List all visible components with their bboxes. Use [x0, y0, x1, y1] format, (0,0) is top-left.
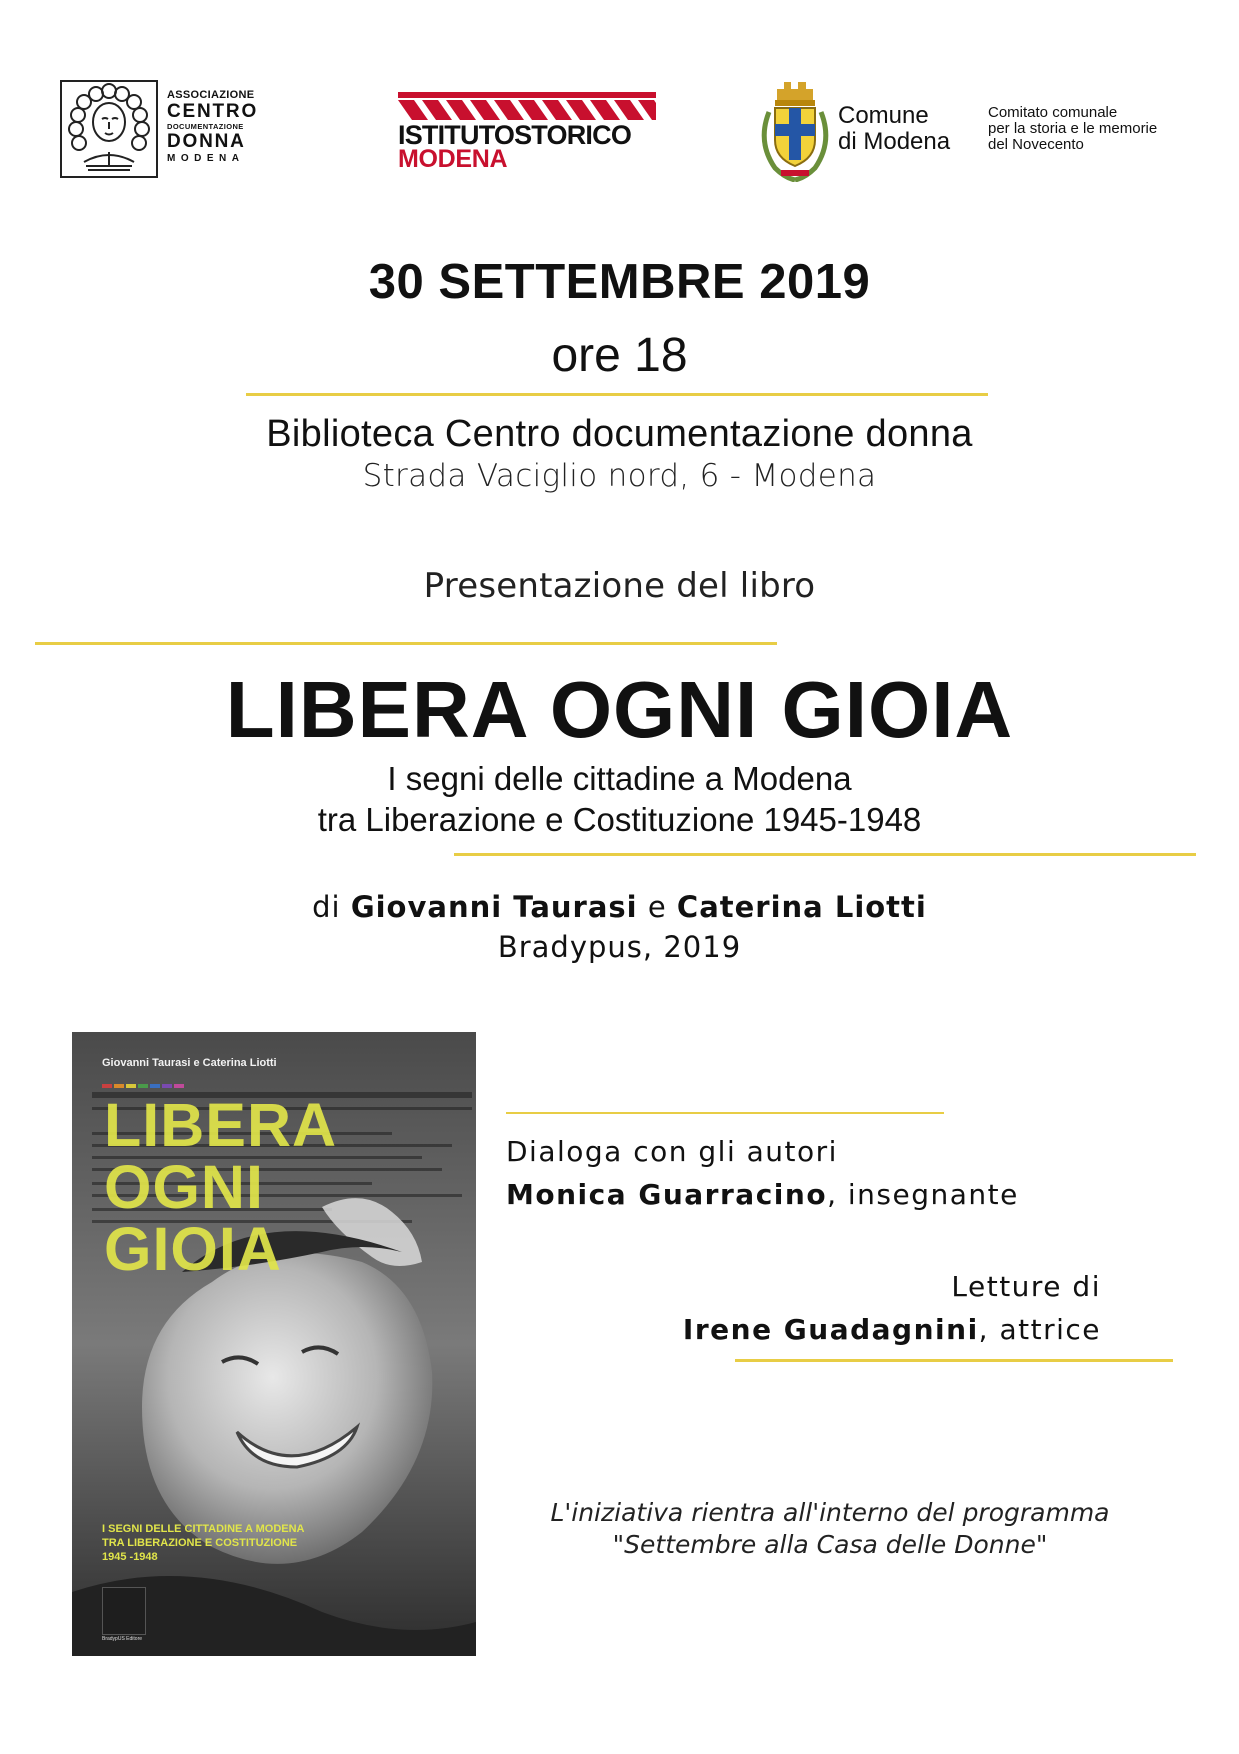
event-date: 30 SETTEMBRE 2019	[368, 255, 871, 309]
comitato-line1: Comitato comunale	[988, 104, 1118, 121]
program-note-line1: L'iniziativa rientra all'interno del programma	[550, 1498, 1110, 1527]
moderator	[506, 1178, 1019, 1211]
cover-authors: Giovanni Taurasi e Caterina Liotti	[102, 1057, 277, 1069]
reader-role: , attrice	[978, 1313, 1101, 1346]
red-stripes-icon	[398, 92, 656, 120]
divider-under-reader	[735, 1359, 1173, 1362]
cover-sub-line1: I SEGNI DELLE CITTADINE A MODENA	[102, 1523, 305, 1535]
letture-label: Letture di	[951, 1270, 1101, 1303]
divider-above-title	[35, 642, 777, 645]
reader-name: Irene Guadagnini	[682, 1313, 979, 1346]
logo-cdd-line2: CENTRO	[167, 101, 259, 122]
divider-under-time	[246, 393, 988, 396]
book-subtitle-line2: tra Liberazione e Costituzione 1945-1948	[317, 801, 922, 838]
logo-istituto-line1: ISTITUTOSTORICO	[398, 120, 632, 150]
woman-reading-emblem-icon	[60, 80, 158, 178]
authors-by: di	[312, 890, 341, 924]
author-2: Caterina Liotti	[676, 890, 927, 924]
cover-sub-line3: 1945 -1948	[102, 1551, 158, 1563]
cover-sub-line2: TRA LIBERAZIONE E COSTITUZIONE	[102, 1537, 298, 1549]
comune-name-line2: di Modena	[838, 128, 951, 155]
program-note-line2: "Settembre alla Casa delle Donne"	[612, 1530, 1048, 1559]
cover-color-dots	[102, 1075, 186, 1079]
logo-cdd-line3: DOCUMENTAZIONE	[167, 122, 244, 131]
cover-publisher-label: BradypUS Editore	[102, 1636, 143, 1642]
dialoga-label: Dialoga con gli autori	[506, 1135, 838, 1168]
book-publisher: Bradypus, 2019	[497, 930, 742, 964]
authors-and: e	[647, 890, 667, 924]
logo-centro-documentazione-donna	[60, 80, 270, 180]
book-title: LIBERA OGNI GIOIA	[225, 665, 1014, 754]
divider-above-dialoga	[506, 1112, 944, 1114]
comitato-line3: del Novecento	[988, 136, 1084, 153]
cover-title-line1: LIBERA	[104, 1091, 338, 1159]
moderator-name: Monica Guarracino	[506, 1178, 828, 1211]
logo-istituto-line2: MODENA	[398, 145, 508, 173]
logo-cdd-line4: DONNA	[167, 130, 246, 152]
book-subtitle-line1: I segni delle cittadine a Modena	[387, 760, 852, 797]
modena-crest-icon	[755, 78, 835, 182]
divider-under-subtitle	[454, 853, 1196, 856]
logo-istituto-storico	[398, 92, 658, 174]
logo-comune-di-modena	[755, 78, 1195, 183]
comitato-line2: per la storia e le memorie	[988, 120, 1158, 137]
cover-title-line2: OGNI	[104, 1153, 264, 1221]
event-venue: Biblioteca Centro documentazione donna	[266, 413, 973, 455]
event-address: Strada Vaciglio nord, 6 - Modena	[362, 458, 877, 494]
presentation-intro: Presentazione del libro	[423, 566, 816, 606]
logo-cdd-line5: MODENA	[167, 152, 245, 164]
logo-cdd-line1: ASSOCIAZIONE	[167, 89, 255, 101]
comune-name-line1: Comune	[838, 102, 929, 129]
author-1: Giovanni Taurasi	[350, 890, 638, 924]
reader	[682, 1313, 1101, 1346]
event-time: ore 18	[551, 329, 688, 382]
book-authors	[0, 890, 1239, 924]
cover-title-line3: GIOIA	[104, 1215, 282, 1283]
moderator-role: , insegnante	[827, 1178, 1019, 1211]
publisher-logo-icon	[102, 1587, 146, 1635]
book-cover	[72, 1032, 476, 1656]
